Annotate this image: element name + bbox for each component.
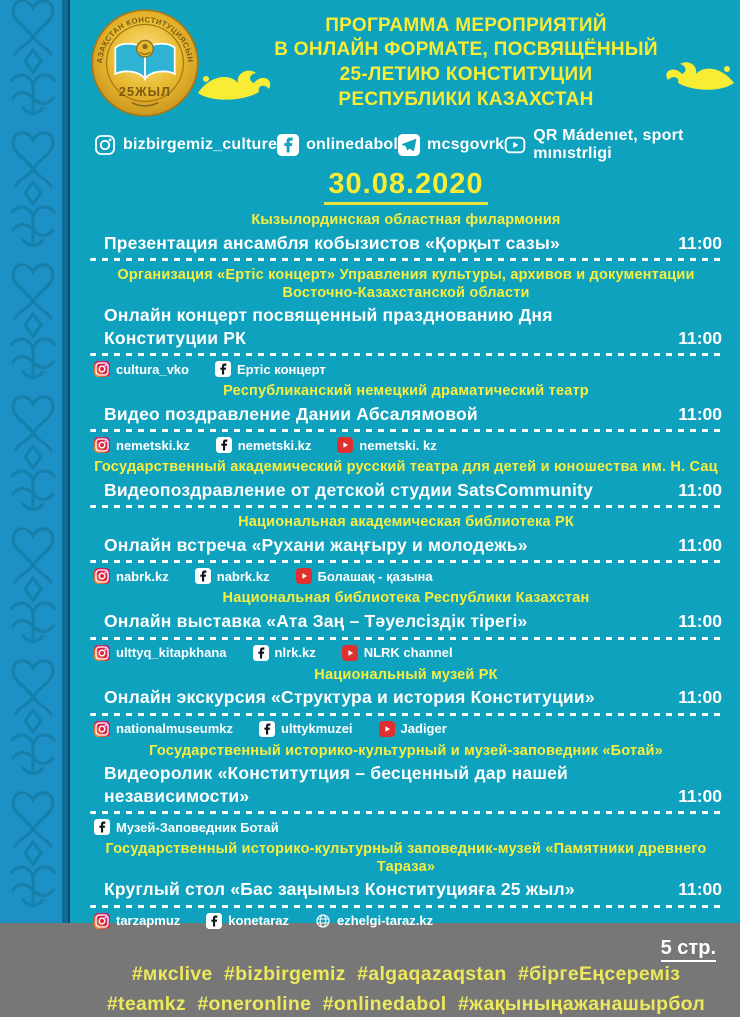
social-badge — [337, 437, 436, 453]
social-badge — [206, 913, 289, 929]
ornament-swirl-right-icon — [664, 57, 736, 98]
instagram-color-icon — [94, 361, 110, 377]
social-badge — [195, 568, 270, 584]
event-social-badges — [94, 819, 722, 835]
dotted-separator — [90, 905, 722, 908]
event-title: Онлайн экскурсия «Структура и история Конституции» — [104, 687, 595, 708]
event-venue: Организация «Ертіс концерт» Управления культуры, архивов и документации Восточно-Казахстанской области — [117, 267, 695, 301]
event-item — [90, 459, 722, 508]
social-badge — [94, 819, 279, 835]
social-badge-label: nabrk.kz — [216, 568, 270, 584]
poster-title-line: 25-ЛЕТИЮ КОНСТИТУЦИИ — [339, 64, 593, 85]
event-title: Презентация ансамбля кобызистов «Қорқыт сазы» — [104, 232, 560, 253]
event-title-row — [90, 878, 722, 900]
event-venue: Национальная библиотека Республики Казахстан — [222, 590, 590, 607]
event-venue: Государственный историко-культурный заповедник-музей «Памятники древнего Тараза» — [105, 841, 707, 875]
social-badge-label: Болашақ - қазына — [317, 568, 433, 584]
kazakh-ornament-pattern — [0, 0, 70, 923]
event-title-row — [90, 304, 722, 349]
event-social-badges — [94, 913, 722, 929]
social-handle: onlinedabol — [306, 136, 399, 153]
event-item — [90, 743, 722, 835]
event-title: Видеоролик «Конститутция – бесценный дар нашей независимости» — [104, 763, 569, 806]
header-social-item — [398, 134, 504, 156]
event-item — [90, 514, 722, 584]
event-title-row — [90, 232, 722, 254]
event-title: Видеопоздравление от детской студии SatsCommunity — [104, 480, 593, 500]
social-badge-label: NLRK channel — [363, 645, 453, 661]
page-number: 5 стр. — [90, 937, 716, 960]
facebook-badge-icon — [215, 361, 231, 377]
social-badge — [379, 721, 447, 737]
social-badge-label: Музей-Заповедник Ботай — [116, 819, 279, 835]
youtube-icon — [504, 134, 526, 156]
dotted-separator — [90, 258, 722, 261]
event-social-badges — [94, 645, 722, 661]
event-time: 11:00 — [678, 785, 722, 806]
globe-icon — [315, 913, 331, 929]
event-venue: Кызылординская областная филармония — [251, 212, 561, 228]
social-badge-label: Ертіс концерт — [236, 361, 326, 377]
social-badge-label: tarzapmuz — [116, 913, 181, 929]
hashtags-line-1: #мкclive #bizbirgemiz #algaqazaqstan #біргеЕңсереміз — [131, 962, 681, 985]
social-badge-label: nemetski.kz — [237, 437, 312, 453]
event-title-row — [90, 479, 722, 501]
event-title: Круглый стол «Бас заңымыз Конституцияға 25 жыл» — [104, 879, 575, 900]
event-venue: Национальная академическая библиотека РК — [238, 514, 574, 531]
instagram-color-icon — [94, 913, 110, 929]
youtube-badge-icon — [337, 437, 353, 453]
instagram-color-icon — [94, 437, 110, 453]
instagram-color-icon — [94, 721, 110, 737]
constitution-25-years-medal-logo — [90, 8, 200, 118]
ornament-swirl-left-icon — [196, 65, 274, 108]
social-badge-label: nationalmuseumkz — [116, 721, 234, 737]
event-title-row — [90, 762, 722, 807]
logo-25-years-text: 25ЖЫЛ — [118, 85, 172, 99]
social-badge-label: konetaraz — [228, 913, 289, 929]
social-badge — [216, 437, 312, 453]
header — [90, 8, 722, 118]
hashtags-line-2: #teamkz #oneronline #onlinedabol #жақыныңажанашырбол — [106, 992, 706, 1015]
event-time: 11:00 — [678, 535, 722, 556]
event-venue: Национальный музей РК — [314, 666, 498, 683]
event-item — [90, 841, 722, 929]
event-title: Видео поздравление Дании Абсалямовой — [104, 403, 478, 424]
poster-title-line: РЕСПУБЛИКИ КАЗАХСТАН — [338, 88, 594, 110]
event-venue: Государственный историко-культурный и музей-заповедник «Ботай» — [149, 742, 663, 759]
youtube-badge-icon — [296, 568, 312, 584]
event-social-badges — [94, 721, 722, 737]
social-badge — [315, 913, 433, 929]
social-badge — [94, 568, 169, 584]
header-social-item — [94, 134, 277, 156]
social-badge-label: Jadiger — [400, 721, 447, 737]
event-time: 11:00 — [678, 403, 722, 424]
event-item — [90, 667, 722, 737]
social-badge — [259, 721, 353, 737]
poster-title-line: ПРОГРАММА МЕРОПРИЯТИЙ — [325, 14, 607, 36]
event-time: 11:00 — [678, 327, 722, 348]
header-social-item — [277, 134, 398, 156]
facebook-badge-icon — [253, 645, 269, 661]
dotted-separator — [90, 560, 722, 563]
event-social-badges — [94, 361, 722, 377]
event-title: Онлайн выставка «Ата Заң – Тәуелсіздік тірегі» — [104, 611, 528, 632]
header-social-item — [504, 127, 718, 163]
event-title-row — [90, 534, 722, 556]
youtube-badge-icon — [379, 721, 395, 737]
dotted-separator — [90, 353, 722, 356]
youtube-badge-icon — [342, 645, 358, 661]
dotted-separator — [90, 811, 722, 814]
event-venue: Республиканский немецкий драматический театр — [223, 383, 589, 400]
facebook-badge-icon — [94, 819, 110, 835]
event-title-row — [90, 686, 722, 708]
social-badge — [94, 645, 227, 661]
left-ornament-border — [0, 0, 70, 923]
social-badge — [94, 437, 190, 453]
event-time: 11:00 — [678, 879, 722, 900]
social-badge — [94, 913, 180, 929]
event-title-row — [90, 403, 722, 425]
event-time: 11:00 — [678, 611, 722, 632]
instagram-icon — [94, 134, 116, 156]
event-item — [90, 383, 722, 453]
social-badge — [94, 721, 233, 737]
social-badge-label: ulttyq_kitapkhana — [116, 645, 227, 661]
poster-title-line: В ОНЛАЙН ФОРМАТЕ, ПОСВЯЩЁННЫЙ — [274, 39, 658, 61]
event-time: 11:00 — [678, 687, 722, 708]
social-badge-label: ezhelgi-taraz.kz — [337, 913, 434, 929]
event-item — [90, 212, 722, 261]
social-badge — [253, 645, 316, 661]
dotted-separator — [90, 713, 722, 716]
event-venue: Государственный академический русский театра для детей и юношества им. Н. Сац — [94, 459, 718, 476]
facebook-badge-icon — [195, 568, 211, 584]
social-badge-label: nemetski.kz — [116, 437, 190, 453]
social-badge-label: nemetski. kz — [359, 437, 437, 453]
social-badge-label: cultura_vko — [116, 361, 189, 377]
instagram-color-icon — [94, 645, 110, 661]
social-badge — [215, 361, 326, 377]
header-social-row — [94, 127, 718, 163]
dotted-separator — [90, 505, 722, 508]
event-title: Онлайн концерт посвященный празднованию Дня Конституции РК — [104, 305, 553, 348]
social-handle: mcsgovrk — [427, 136, 505, 153]
social-badge-label: nlrk.kz — [274, 645, 316, 661]
event-time: 11:00 — [678, 480, 722, 500]
logo-arc-text: АЗАҚСТАН КОНСТИТУЦИЯСЫН — [95, 15, 195, 64]
social-badge — [94, 361, 189, 377]
facebook-badge-icon — [216, 437, 232, 453]
event-item — [90, 267, 722, 377]
social-badge — [342, 645, 453, 661]
events-list — [90, 212, 722, 935]
dotted-separator — [90, 637, 722, 640]
social-handle: bizbirgemiz_culture — [123, 136, 278, 153]
social-badge-label: nabrk.kz — [116, 568, 169, 584]
event-title: Онлайн встреча «Рухани жаңғыру и молодежь» — [104, 535, 528, 556]
event-item — [90, 590, 722, 660]
social-badge-label: ulttykmuzei — [281, 721, 353, 737]
event-social-badges — [94, 437, 722, 453]
facebook-icon — [277, 134, 299, 156]
event-social-badges — [94, 568, 722, 584]
telegram-icon — [398, 134, 420, 156]
event-time: 11:00 — [678, 232, 722, 253]
dotted-separator — [90, 429, 722, 432]
social-handle: QR Mádenıet, sport mınıstrligi — [533, 127, 684, 162]
facebook-badge-icon — [259, 721, 275, 737]
instagram-color-icon — [94, 568, 110, 584]
facebook-badge-icon — [206, 913, 222, 929]
event-title-row — [90, 610, 722, 632]
social-badge — [296, 568, 433, 584]
event-date: 30.08.2020 — [324, 168, 487, 205]
